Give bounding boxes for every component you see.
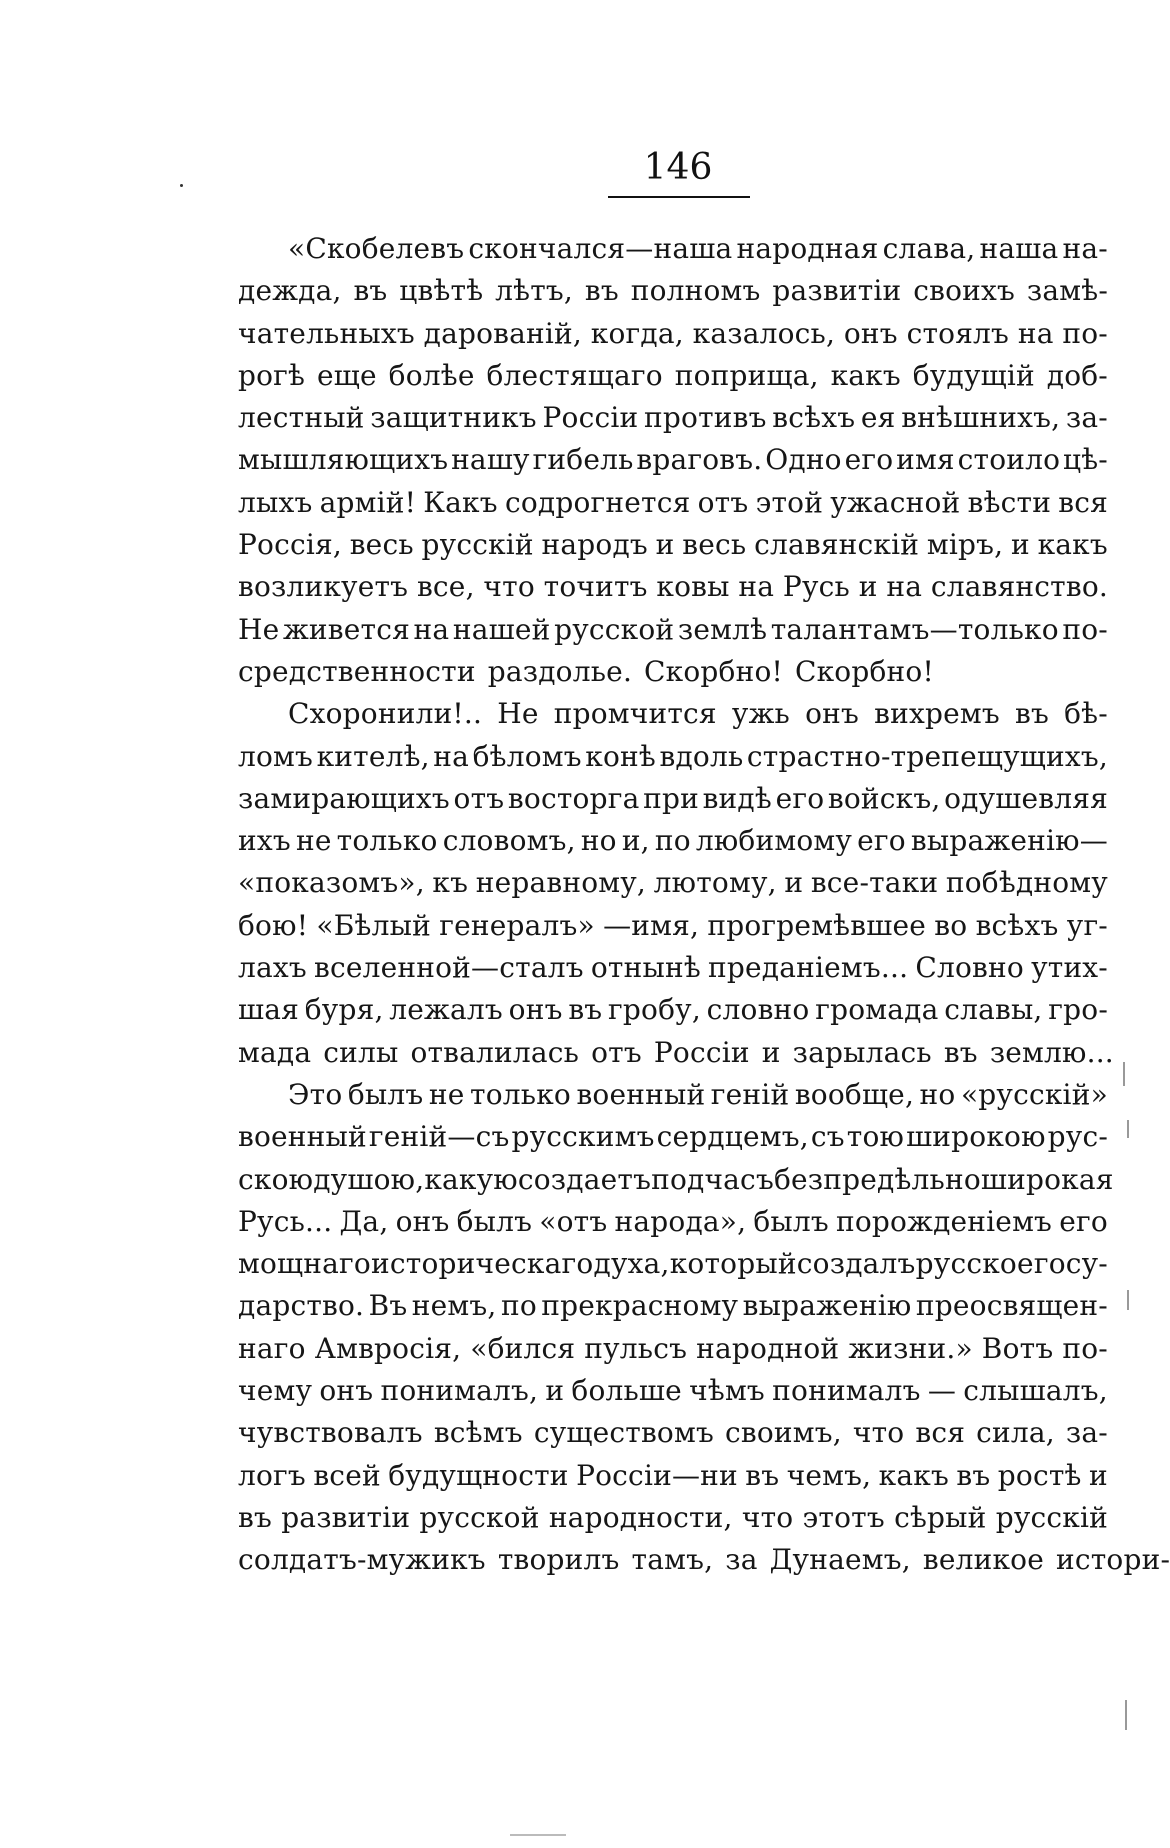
text-line: «Скобелевъ скончался—наша народная слава, наша на- [288,232,1108,265]
text-line: военный геній—съ русскимъ сердцемъ, съ тою широкою рус- [238,1120,1108,1154]
text-line: Схоронили!.. Не промчится ужь онъ вихремъ въ бѣ- [288,697,1108,731]
edge-mark [1123,1062,1125,1086]
page-number-rule [608,196,750,198]
edge-mark [1127,1290,1129,1310]
text-line: Это былъ не только военный геній вообще, но «русскій» [288,1077,1108,1111]
text-line: скою душою, какую создаетъ подчасъ безпредѣльно широкая [238,1162,1114,1196]
paragraph [238,693,1114,1074]
footer-smudge [510,1834,566,1836]
text-line: средственности раздолье. Скорбно! Скорбно! [238,654,934,688]
paragraph [238,228,1108,693]
text-line: бою! «Бѣлый генералъ» —имя, прогремѣвшее во всѣхъ уг- [238,908,1108,942]
text-line: Россія, весь русскій народъ и весь славянскій міръ, и какъ [238,528,1108,562]
text-line: лестный защитникъ Россіи противъ всѣхъ ея внѣшнихъ, за- [238,401,1108,435]
edge-mark [1127,1120,1129,1138]
text-line: лыхъ армій! Какъ содрогнется отъ этой ужасной вѣсти вся [238,485,1108,519]
text-line: логъ всей будущности Россіи—ни въ чемъ, какъ въ ростѣ и [238,1458,1108,1492]
text-line: дежда, въ цвѣтѣ лѣтъ, въ полномъ развитіи своихъ замѣ- [238,274,1108,308]
text-line: замирающихъ отъ восторга при видѣ его войскъ, одушевляя [238,781,1108,815]
text-line: шая буря, лежалъ онъ въ гробу, словно громада славы, гро- [238,993,1108,1027]
text-line: ихъ не только словомъ, но и, по любимому его выраженію— [238,824,1108,858]
text-line: мада силы отвалилась отъ Россіи и зарылась въ землю... [238,1035,1114,1069]
page-number: 146 [643,147,713,188]
text-line: чему онъ понималъ, и больше чѣмъ понималъ — слышалъ, [238,1374,1108,1408]
text-line: наго Амвросія, «бился пульсъ народной жизни.» Вотъ по- [238,1331,1108,1365]
text-line: чувствовалъ всѣмъ существомъ своимъ, что вся сила, за- [238,1416,1108,1450]
text-line: мощнаго историческаго духа, который создалъ русское госу- [238,1247,1108,1281]
text-line: солдатъ-мужикъ творилъ тамъ, за Дунаемъ, великое истори- [238,1543,1170,1577]
edge-mark [1125,1700,1127,1730]
ink-speck [180,184,183,187]
text-line: Не живется на нашей русской землѣ талантамъ—только по- [238,612,1108,646]
paragraph [238,1074,1170,1582]
text-line: лахъ вселенной—сталъ отнынѣ преданіемъ... Словно утих- [238,951,1108,985]
text-line: въ развитіи русской народности, что этотъ сѣрый русскій [238,1500,1108,1534]
text-line: возликуетъ все, что точитъ ковы на Русь и на славянство. [238,570,1108,604]
text-line: рогѣ еще болѣе блестящаго поприща, какъ будущій доб- [238,358,1108,392]
text-line: мышляющихъ нашу гибель враговъ. Одно его имя стоило цѣ- [238,443,1108,477]
text-line: дарство. Въ немъ, по прекрасному выраженію преосвящен- [238,1289,1108,1323]
text-line: Русь... Да, онъ былъ «отъ народа», былъ порожденіемъ его [238,1204,1108,1238]
body-text [238,228,1170,1582]
text-line: ломъ кителѣ, на бѣломъ конѣ вдоль страстно-трепещущихъ, [238,739,1108,773]
text-line: чательныхъ дарованій, когда, казалось, онъ стоялъ на по- [238,316,1108,350]
text-line: «показомъ», къ неравному, лютому, и все-таки побѣдному [238,866,1108,900]
